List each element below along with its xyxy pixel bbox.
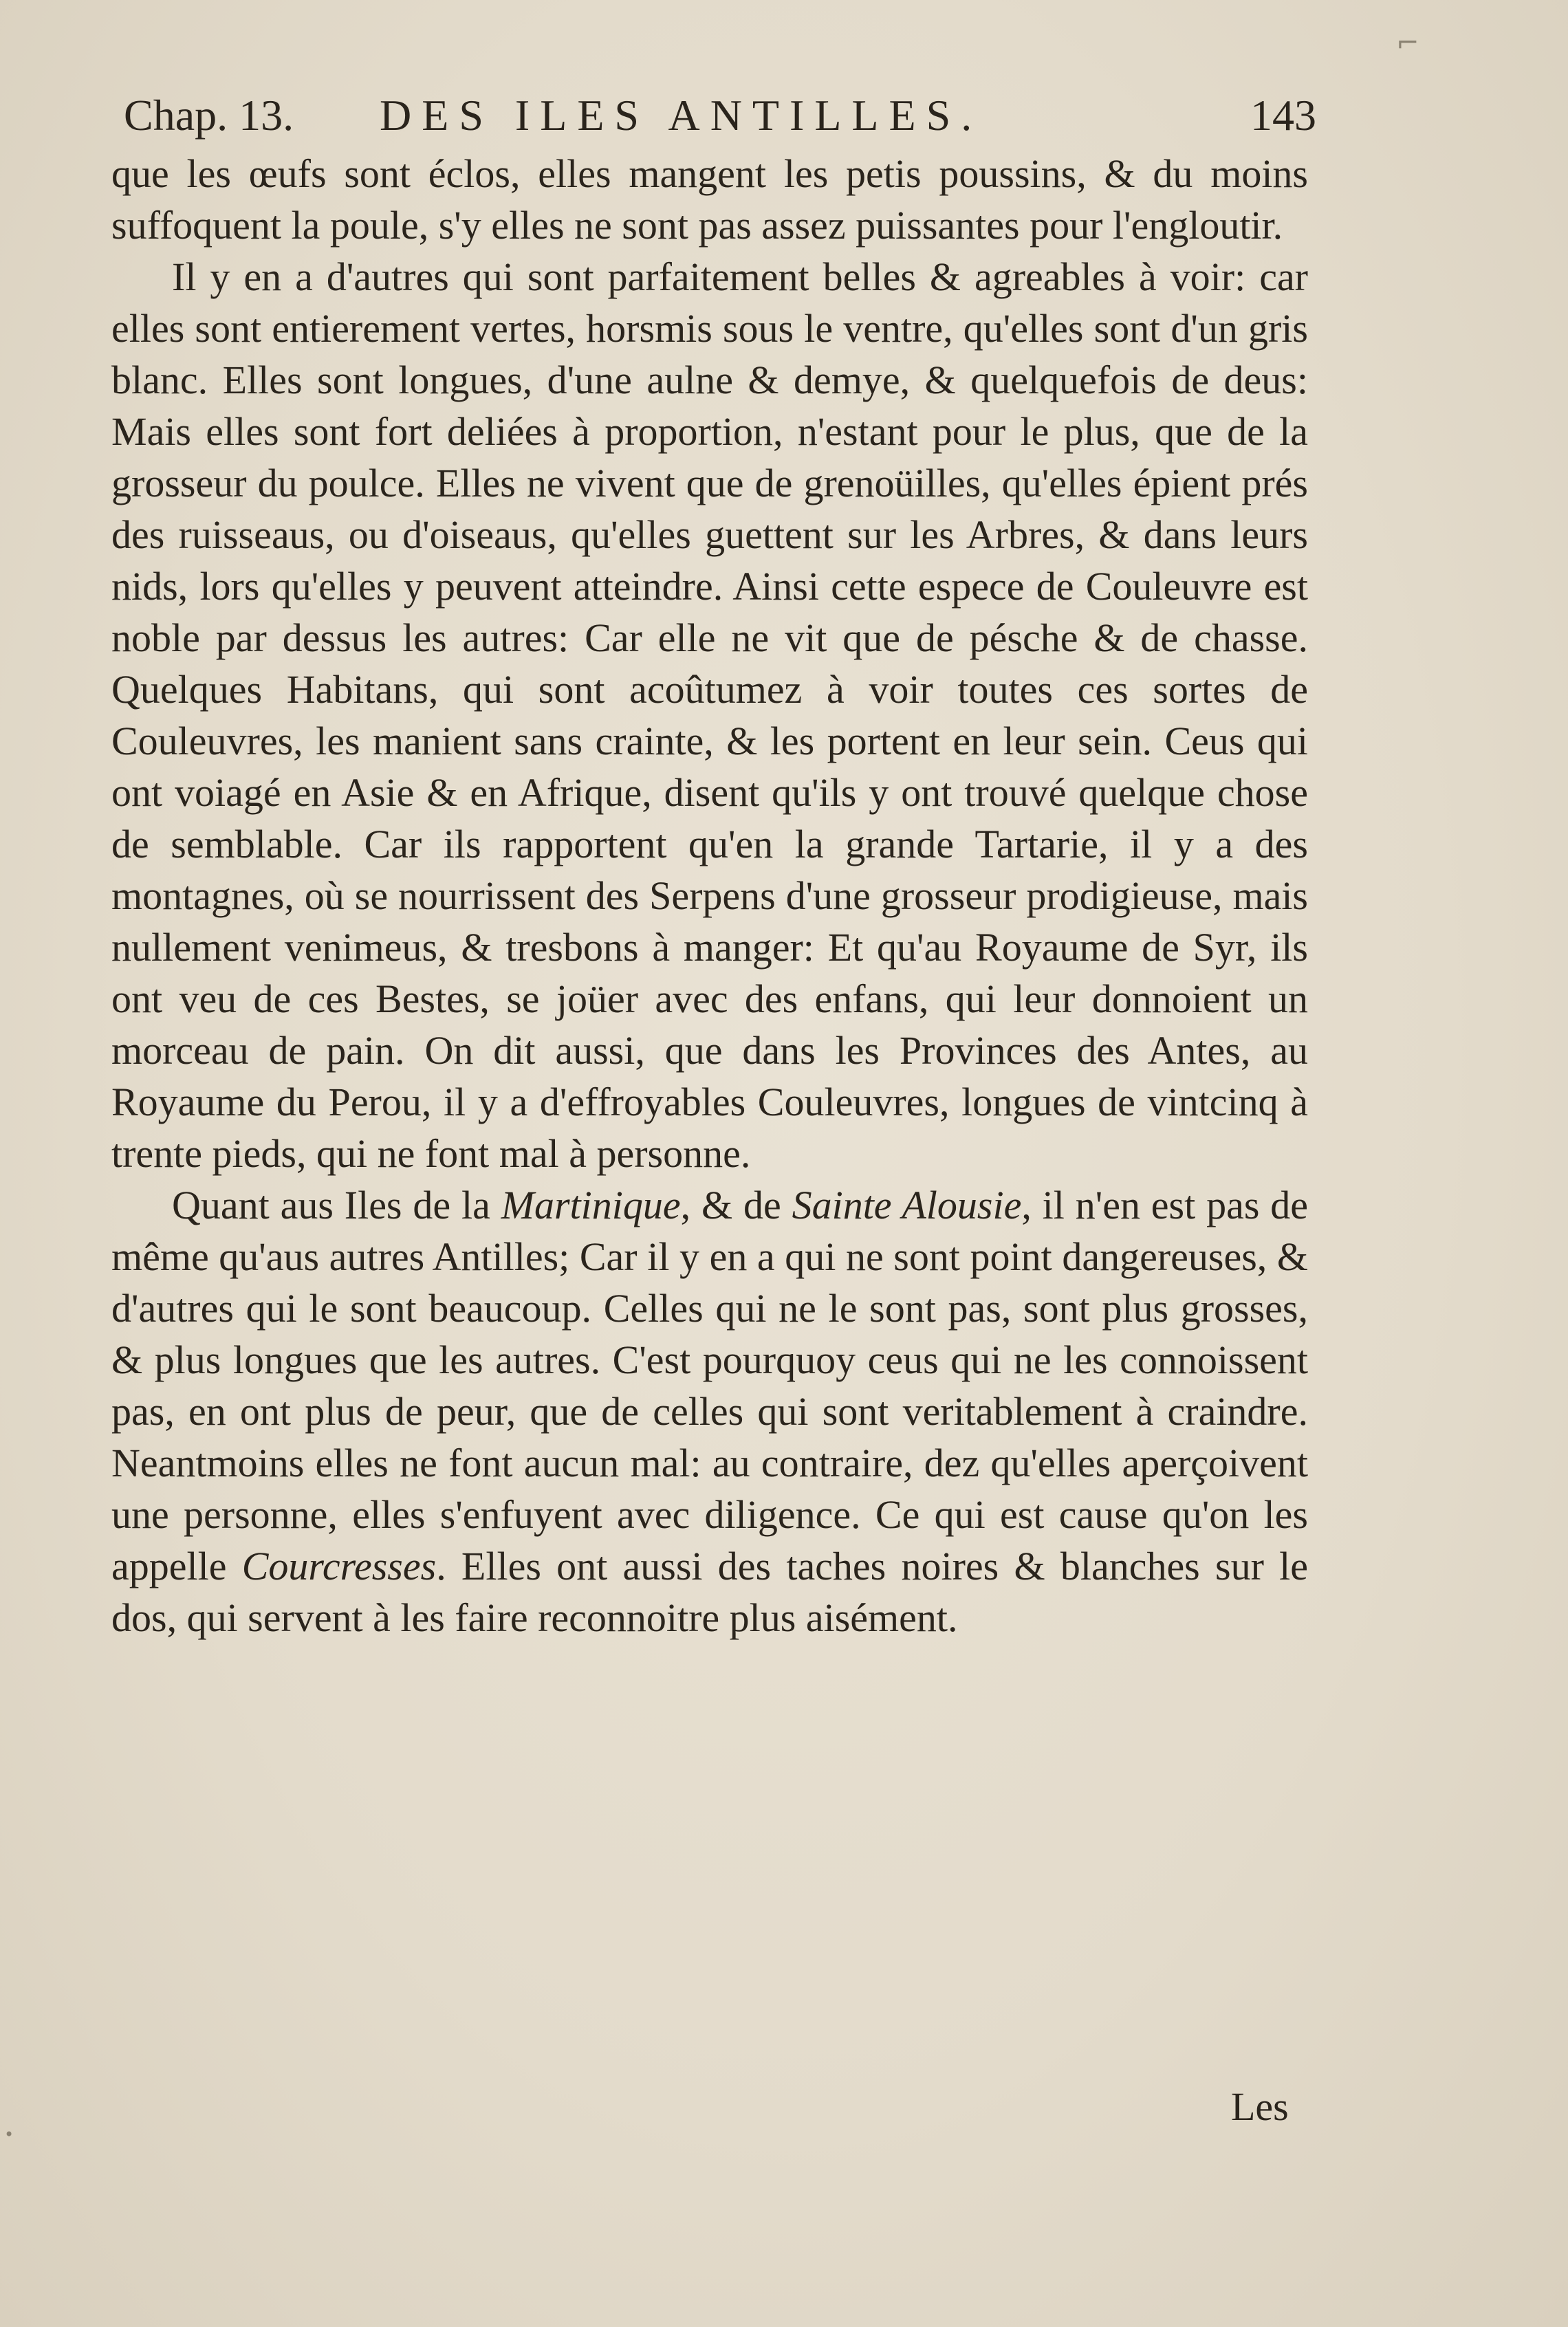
paragraph [111,1179,1308,1643]
text-segment: Il y en a d'autres qui sont parfaitement belles & agreables à voir: car elles sont entierement vertes, horsmis sous le ventre, qu'elles sont d'un gris blanc. Elles sont longues, d'une aulne & demye, & quelquefois de deus: Mais elles sont fort deliées à proportion, n'estant pour le plus, que de la grosseur du poulce. Elles ne vivent que de grenoüilles, qu'elles épient prés des ruisseaus, ou d'oiseaus, qu'elles guettent sur les Arbres, & dans leurs nids, lors qu'elles y peuvent atteindre. Ainsi cette espece de Couleuvre est noble par dessus les autres: Car elle ne vit que de pésche & de chasse. Quelques Habitans, qui sont acoûtumez à voir toutes ces sortes de Couleuvres, les manient sans crainte, & les portent en leur sein. Ceus qui ont voiagé en Asie & en Afrique, disent qu'ils y ont trouvé quelque chose de semblable. Car ils rapportent qu'en la grande Tartarie, il y a des montagnes, où se nourrissent des Serpens d'une grosseur prodigieuse, mais nullement venimeus, & tresbons à manger: Et qu'au Royaume de Syr, ils ont veu de ces Bestes, se joüer avec des enfans, qui leur donnoient un morceau de pain. On dit aussi, que dans les Provinces des Antes, au Royaume du Perou, il y a d'effroyables Couleuvres, longues de vintcinq à trente pieds, qui ne font mal à personne. [111,254,1308,1176]
body-text [111,148,1308,1643]
margin-mark: ⌐ [1396,28,1419,59]
chapter-label: Chap. 13. [124,91,294,140]
text-segment: Quant aus Iles de la [172,1183,501,1227]
page-number: 143 [1250,91,1316,140]
italic-text: Courcresses [241,1544,437,1588]
margin-mark: • [4,2125,14,2144]
running-header [111,88,1316,143]
running-title: DES ILES ANTILLES. [380,91,983,140]
italic-text: Martinique [501,1183,681,1227]
text-segment: , & de [680,1183,792,1227]
italic-text: Sainte Alousie [792,1183,1022,1227]
text-segment: , il n'en est pas de même qu'aus autres Antilles; Car il y en a qui ne sont point dangereuses, & d'autres qui le sont beaucoup. Celles qui ne le sont pas, sont plus grosses, & plus longues que les autres. C'est pourquoy ceus qui ne les connoissent pas, en ont plus de peur, que de celles qui sont veritablement à craindre. Neantmoins elles ne font aucun mal: au contraire, dez qu'elles aperçoivent une personne, elles s'enfuyent avec diligence. Ce qui est cause qu'on les appelle [111,1183,1308,1588]
catchword: Les [1231,2084,1289,2129]
paragraph [111,148,1308,251]
text-segment: . Elles ont aussi des taches noires & blanches sur le dos, qui servent à les faire reconnoitre plus aisément. [111,1544,1308,1640]
paragraph [111,251,1308,1179]
text-segment: que les œufs sont éclos, elles mangent les petis poussins, & du moins suffoquent la poule, s'y elles ne sont pas assez puissantes pour l'engloutir. [111,151,1308,248]
